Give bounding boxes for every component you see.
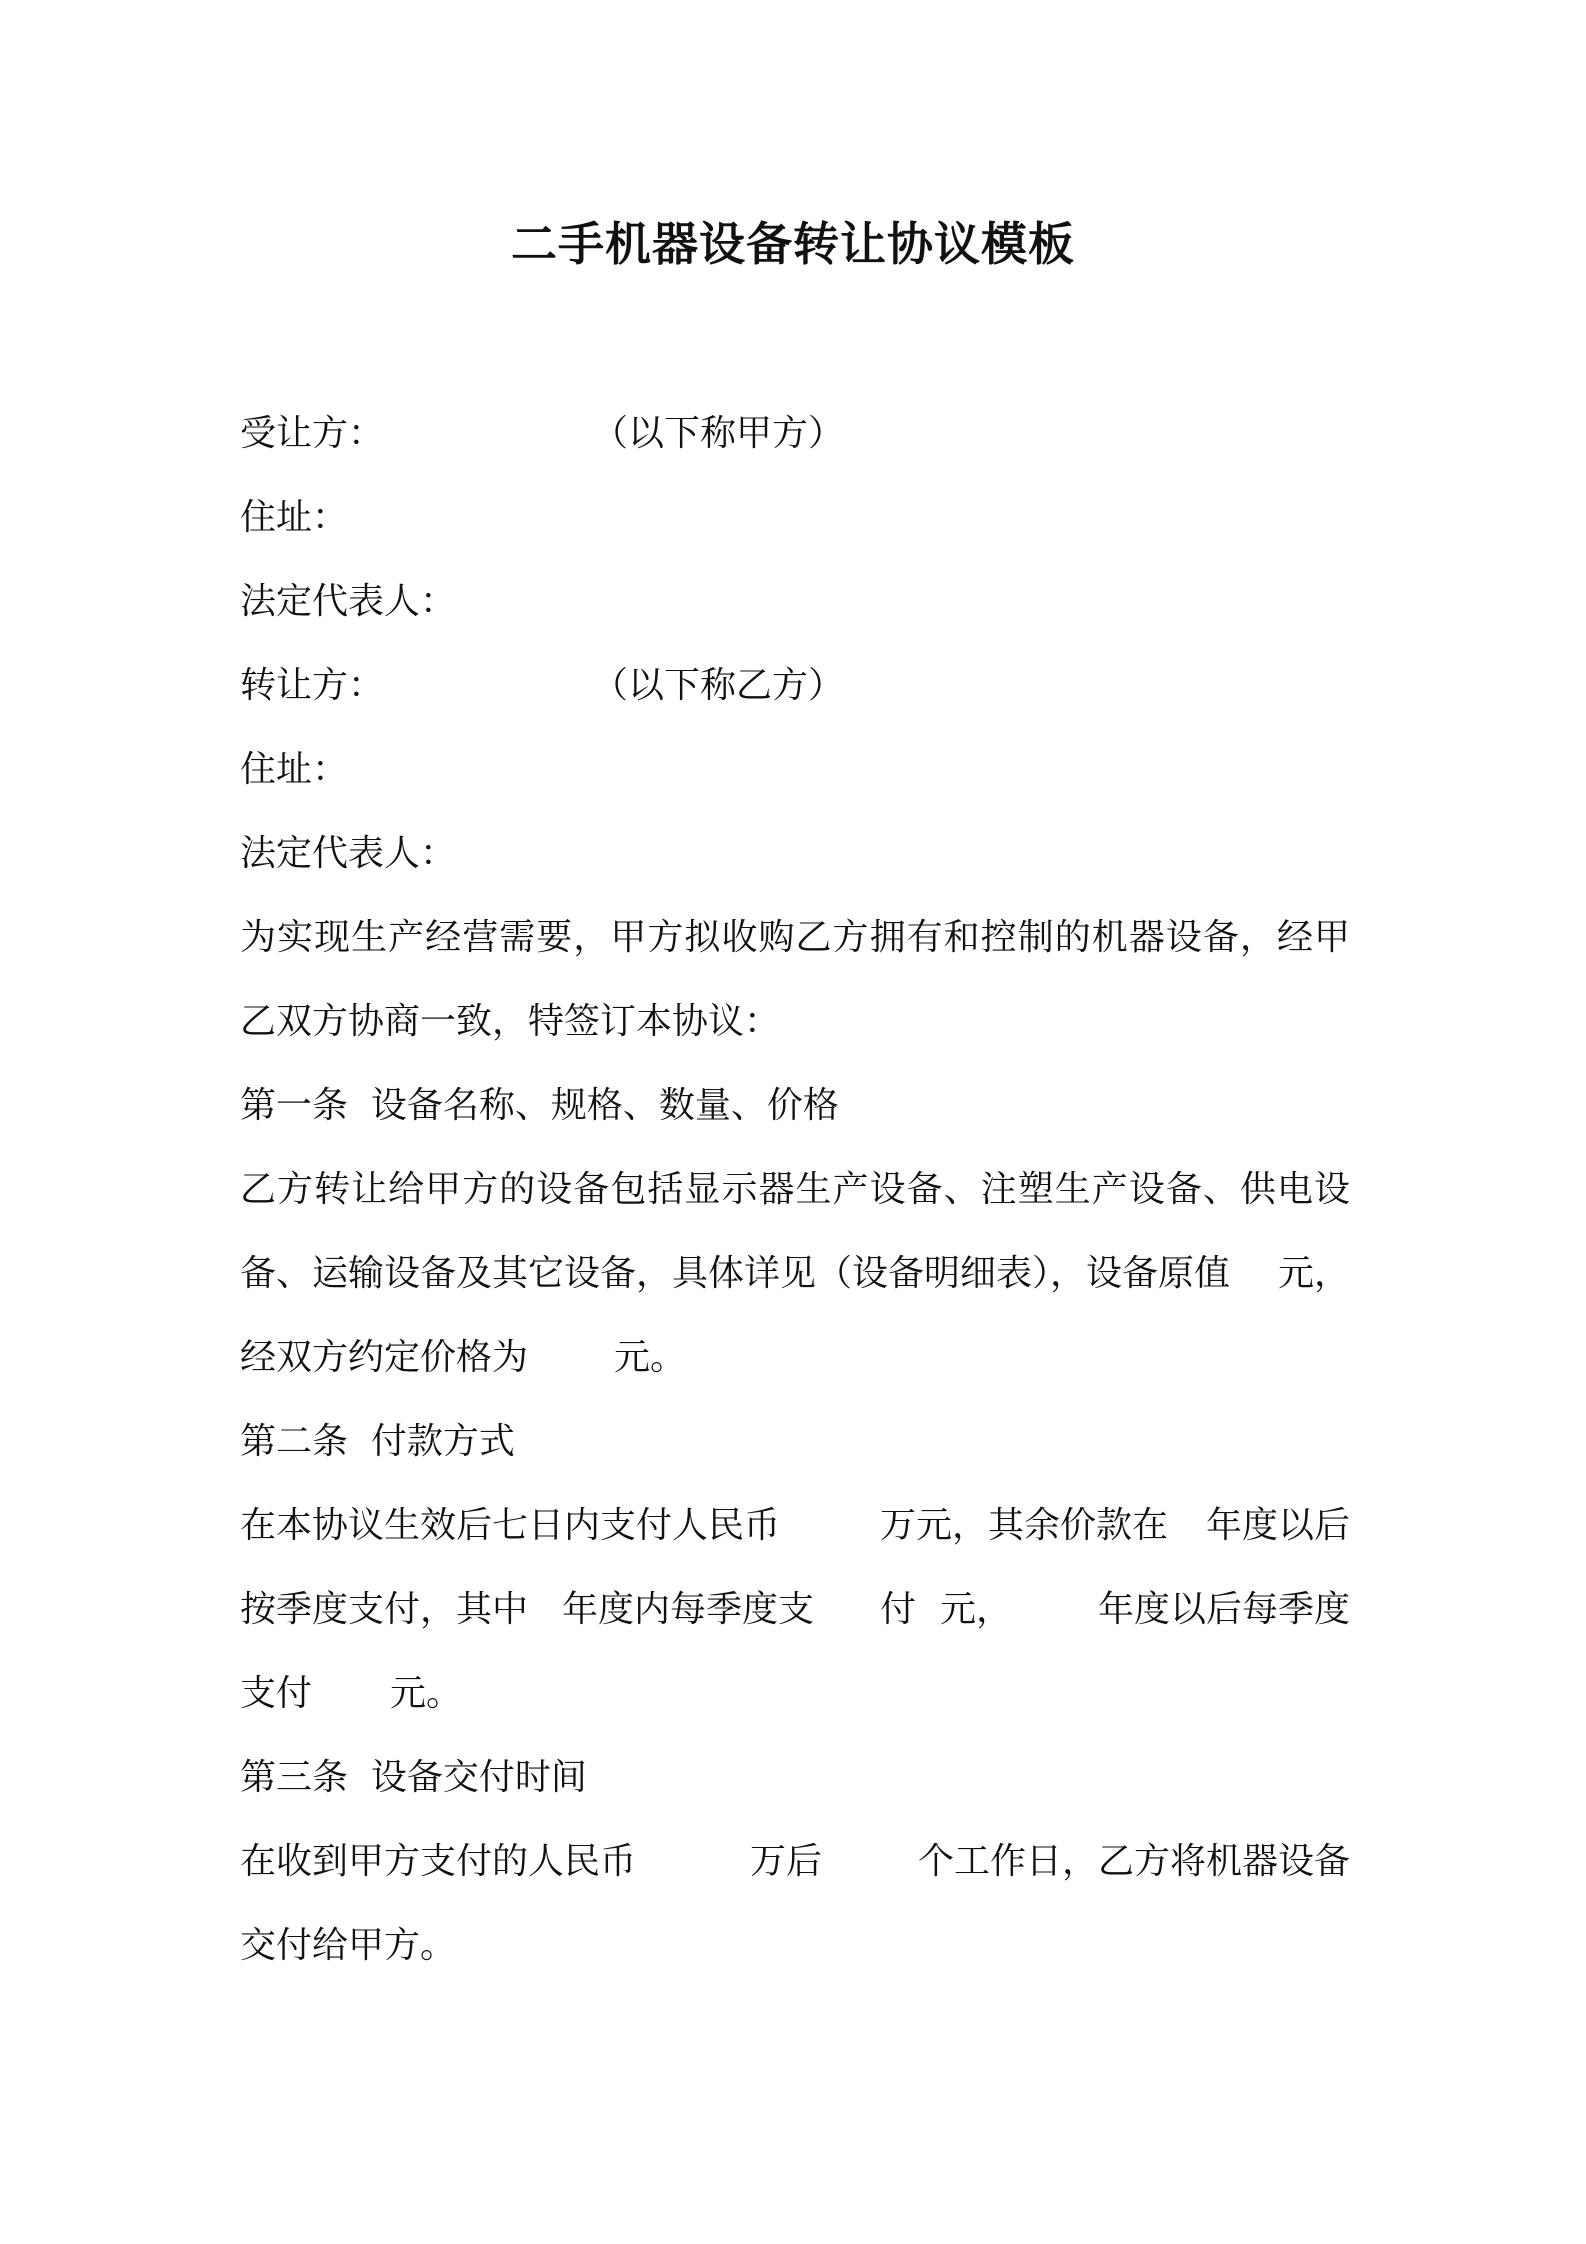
article-1-line-3 bbox=[240, 1328, 1350, 1388]
party-b-representative: 法定代表人： bbox=[240, 833, 457, 874]
article-3-line-1 bbox=[240, 1832, 1350, 1892]
article-3-heading: 第三条 设备交付时间 bbox=[240, 1757, 587, 1798]
article-2-heading: 第二条 付款方式 bbox=[240, 1421, 515, 1462]
article-1-line-1: 乙方转让给甲方的设备包括显示器生产设备、注塑生产设备、供电设 bbox=[240, 1169, 1350, 1210]
article-2-line-1-b: 万元，其余价款在 bbox=[880, 1505, 1169, 1546]
article-2-line-3-b: 元。 bbox=[390, 1673, 463, 1714]
article-1-line-2-unit: 元， bbox=[1277, 1253, 1350, 1294]
article-3-line-1-c: 个工作日，乙方将机器设备 bbox=[917, 1841, 1350, 1882]
article-2-line-2-e: 年度以后每季度 bbox=[1097, 1589, 1350, 1630]
party-b-line bbox=[240, 656, 1350, 716]
party-b-address: 住址： bbox=[240, 749, 349, 790]
article-3-line-1-a: 在收到甲方支付的人民币 bbox=[240, 1841, 637, 1882]
preamble-line-1: 为实现生产经营需要，甲方拟收购乙方拥有和控制的机器设备，经甲 bbox=[240, 917, 1350, 958]
article-2-line-2-d: 元， bbox=[940, 1589, 1013, 1630]
article-2-line-3-a: 支付 bbox=[240, 1673, 313, 1714]
article-1-heading: 第一条 设备名称、规格、数量、价格 bbox=[240, 1085, 839, 1126]
party-a-address: 住址： bbox=[240, 497, 349, 538]
article-2-line-1-a: 在本协议生效后七日内支付人民币 bbox=[240, 1505, 781, 1546]
article-2-line-1 bbox=[240, 1496, 1350, 1556]
party-b-alias: （以下称乙方） bbox=[592, 665, 845, 706]
article-1-line-3-text: 经双方约定价格为 bbox=[240, 1337, 529, 1378]
article-1-line-2-text: 备、运输设备及其它设备，具体详见（设备明细表），设备原值 bbox=[240, 1253, 1231, 1294]
article-2-line-2-b: 年度内每季度支 bbox=[562, 1589, 815, 1630]
article-3-line-1-b: 万后 bbox=[750, 1841, 823, 1882]
article-2-line-2-c: 付 bbox=[880, 1589, 917, 1630]
preamble-line-2: 乙双方协商一致，特签订本协议： bbox=[240, 1001, 781, 1042]
article-1-line-3-unit: 元。 bbox=[614, 1337, 687, 1378]
document-title: 二手机器设备转让协议模板 bbox=[511, 217, 1075, 271]
party-a-alias: （以下称甲方） bbox=[592, 413, 845, 454]
article-3-line-2: 交付给甲方。 bbox=[240, 1925, 457, 1966]
party-a-line bbox=[240, 404, 1350, 464]
article-2-line-1-c: 年度以后 bbox=[1205, 1505, 1350, 1546]
article-1-line-2 bbox=[240, 1244, 1350, 1304]
party-b-label: 转让方： bbox=[240, 665, 385, 706]
article-2-line-2 bbox=[240, 1580, 1350, 1640]
party-a-label: 受让方： bbox=[240, 413, 385, 454]
article-2-line-2-a: 按季度支付，其中 bbox=[240, 1589, 529, 1630]
article-2-line-3 bbox=[240, 1664, 1350, 1724]
party-a-representative: 法定代表人： bbox=[240, 581, 457, 622]
